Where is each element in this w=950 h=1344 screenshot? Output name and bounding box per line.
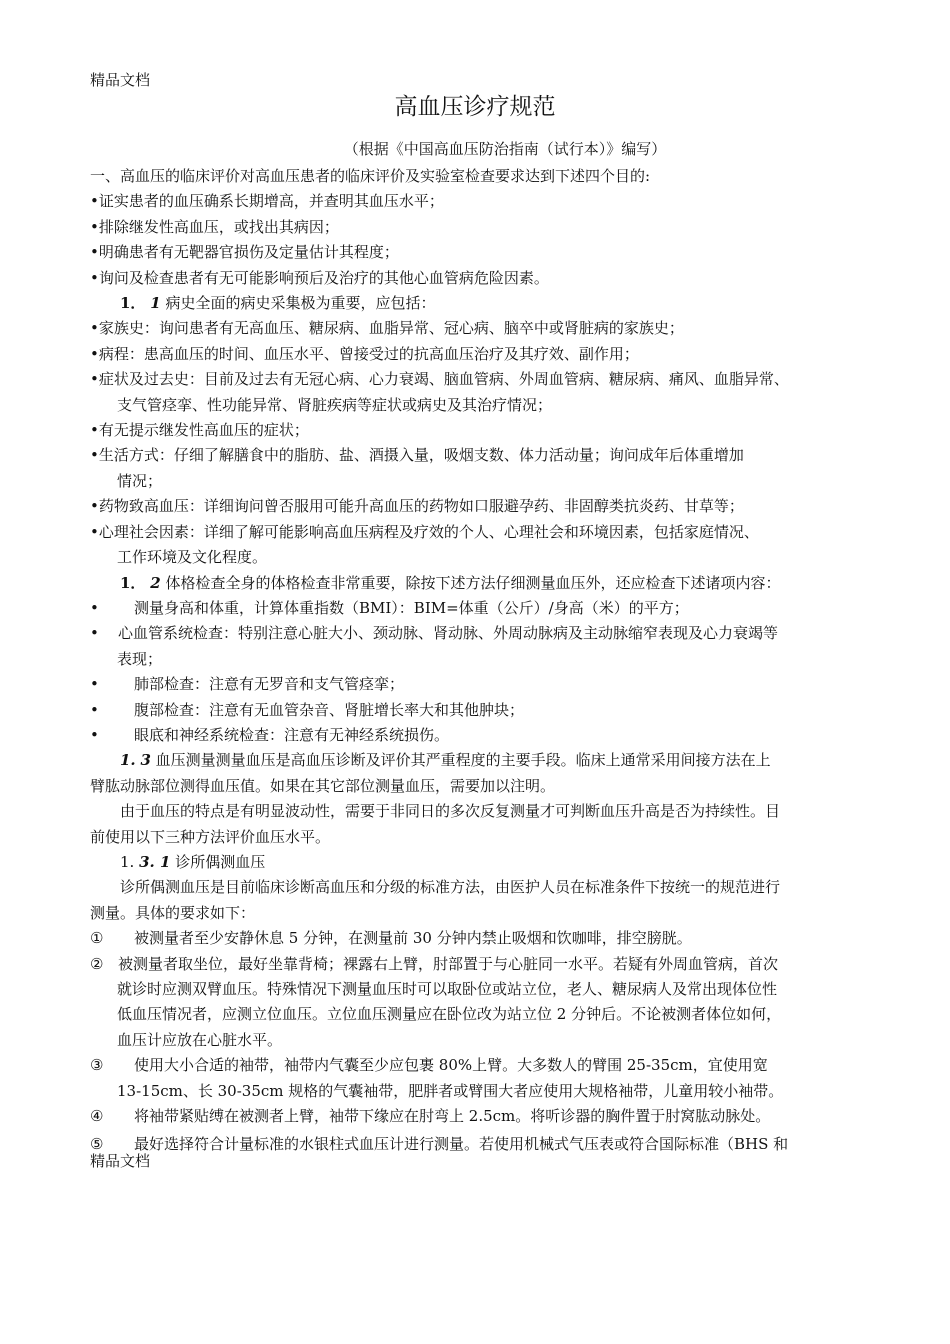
goal-item: •询问及检查患者有无可能影响预后及治疗的其他心血管病危险因素。 <box>90 268 549 287</box>
history-item-continuation: 工作环境及文化程度。 <box>117 548 268 567</box>
subsection-heading-history: 1． 1 病史全面的病史采集极为重要，应包括： <box>120 294 436 313</box>
goal-item: •证实患者的血压确系长期增高，并查明其血压水平； <box>90 192 444 211</box>
requirement-item-continuation: 就诊时应测双臂血压。特殊情况下测量血压时可以取卧位或站立位，老人、糖尿病人及常出现体位性 <box>117 980 778 998</box>
exam-item-continuation: 表现； <box>117 649 163 668</box>
page-header: 精品文档 <box>90 71 151 89</box>
history-item: •心理社会因素：详细了解可能影响高血压病程及疗效的个人、心理社会和环境因素，包括家庭情况、 <box>90 522 759 541</box>
history-item: •有无提示继发性高血压的症状； <box>90 421 309 440</box>
exam-item: • 眼底和神经系统检查：注意有无神经系统损伤。 <box>90 725 450 744</box>
subsection-heading-clinic-bp: 1. 3. 1 诊所偶测血压 <box>120 852 266 871</box>
subsection-heading-exam: 1． 2 体格检查全身的体格检查非常重要，除按下述方法仔细测量血压外，还应检查下述诸项内容： <box>120 573 781 592</box>
paragraph-line: 诊所偶测血压是目前临床诊断高血压和分级的标准方法，由医护人员在标准条件下按统一的规范进行 <box>120 878 781 897</box>
requirement-item: ① 被测量者至少安静休息 5 分钟，在测量前 30 分钟内禁止吸烟和饮咖啡，排空膀胱。 <box>90 929 692 948</box>
paragraph-line: 前使用以下三种方法评价血压水平。 <box>90 827 331 846</box>
exam-item: • 腹部检查：注意有无血管杂音、肾脏增长率大和其他肿块； <box>90 700 525 719</box>
document-title: 高血压诊疗规范 <box>394 94 556 120</box>
section-heading: 一、高血压的临床评价对高血压患者的临床评价及实验室检查要求达到下述四个目的: <box>90 167 651 185</box>
paragraph-line: 测量。具体的要求如下： <box>90 903 256 922</box>
paragraph-line: 由于血压的特点是有明显波动性，需要于非同日的多次反复测量才可判断血压升高是否为持续性。目 <box>120 802 781 821</box>
requirement-item: ② 被测量者取坐位，最好坐靠背椅；裸露右上臂，肘部置于与心脏同一水平。若疑有外周血管病，首次 <box>90 954 779 973</box>
requirement-item: ④ 将袖带紧贴缚在被测者上臂，袖带下缘应在肘弯上 2.5cm。将听诊器的胸件置于肘窝肱动脉处。 <box>90 1107 771 1126</box>
history-item: •病程：患高血压的时间、血压水平、曾接受过的抗高血压治疗及其疗效、副作用； <box>90 344 639 363</box>
document-body <box>90 164 880 1158</box>
history-item-continuation: 支气管痉挛、性功能异常、肾脏疾病等症状或病史及其治疗情况； <box>117 395 553 414</box>
exam-item: • 心血管系统检查：特别注意心脏大小、颈动脉、肾动脉、外周动脉病及主动脉缩窄表现及心力衰竭等 <box>90 624 779 643</box>
history-item: •家族史：询问患者有无高血压、糖尿病、血脂异常、冠心病、脑卒中或肾脏病的家族史； <box>90 319 684 338</box>
exam-item: • 肺部检查：注意有无罗音和支气管痉挛； <box>90 675 405 694</box>
page-footer: 精品文档 <box>90 1152 151 1170</box>
requirement-item: ⑤ 最好选择符合计量标准的水银柱式血压计进行测量。若使用机械式气压表或符合国际标准（BHS 和 <box>90 1135 789 1154</box>
goal-item: •明确患者有无靶器官损伤及定量估计其程度； <box>90 243 399 262</box>
subsection-heading-bp: 1. 3 血压测量测量血压是高血压诊断及评价其严重程度的主要手段。临床上通常采用间接方法在上 <box>120 751 771 770</box>
goal-item: •排除继发性高血压，或找出其病因； <box>90 217 339 236</box>
history-item: •症状及过去史：目前及过去有无冠心病、心力衰竭、脑血管病、外周血管病、糖尿病、痛风、血脂异常、 <box>90 370 789 389</box>
requirement-item-continuation: 血压计应放在心脏水平。 <box>117 1030 283 1049</box>
paragraph-line: 臂肱动脉部位测得血压值。如果在其它部位测量血压，需要加以注明。 <box>90 776 556 795</box>
requirement-item-continuation: 低血压情况者，应测立位血压。立位血压测量应在卧位改为站立位 2 分钟后。不论被测者体位如何， <box>117 1005 782 1024</box>
requirement-item-continuation: 13-15cm、长 30-35cm 规格的气囊袖带，肥胖者或臂围大者应使用大规格袖带，儿童用较小袖带。 <box>117 1081 784 1100</box>
history-item-continuation: 情况； <box>117 471 163 490</box>
history-item: •生活方式：仔细了解膳食中的脂肪、盐、酒摄入量，吸烟支数、体力活动量；询问成年后体重增加 <box>90 446 744 465</box>
history-item: •药物致高血压：详细询问曾否服用可能升高血压的药物如口服避孕药、非固醇类抗炎药、甘草等； <box>90 497 744 516</box>
exam-item: • 测量身高和体重，计算体重指数（BMI）：BIM=体重（公斤）/身高（米）的平方； <box>90 598 689 617</box>
requirement-item: ③ 使用大小合适的袖带，袖带内气囊至少应包裹 80%上臂。大多数人的臂围 25-35cm，宜使用宽 <box>90 1056 768 1075</box>
document-subtitle: （根据《中国高血压防治指南（试行本）》编写） <box>343 140 667 158</box>
